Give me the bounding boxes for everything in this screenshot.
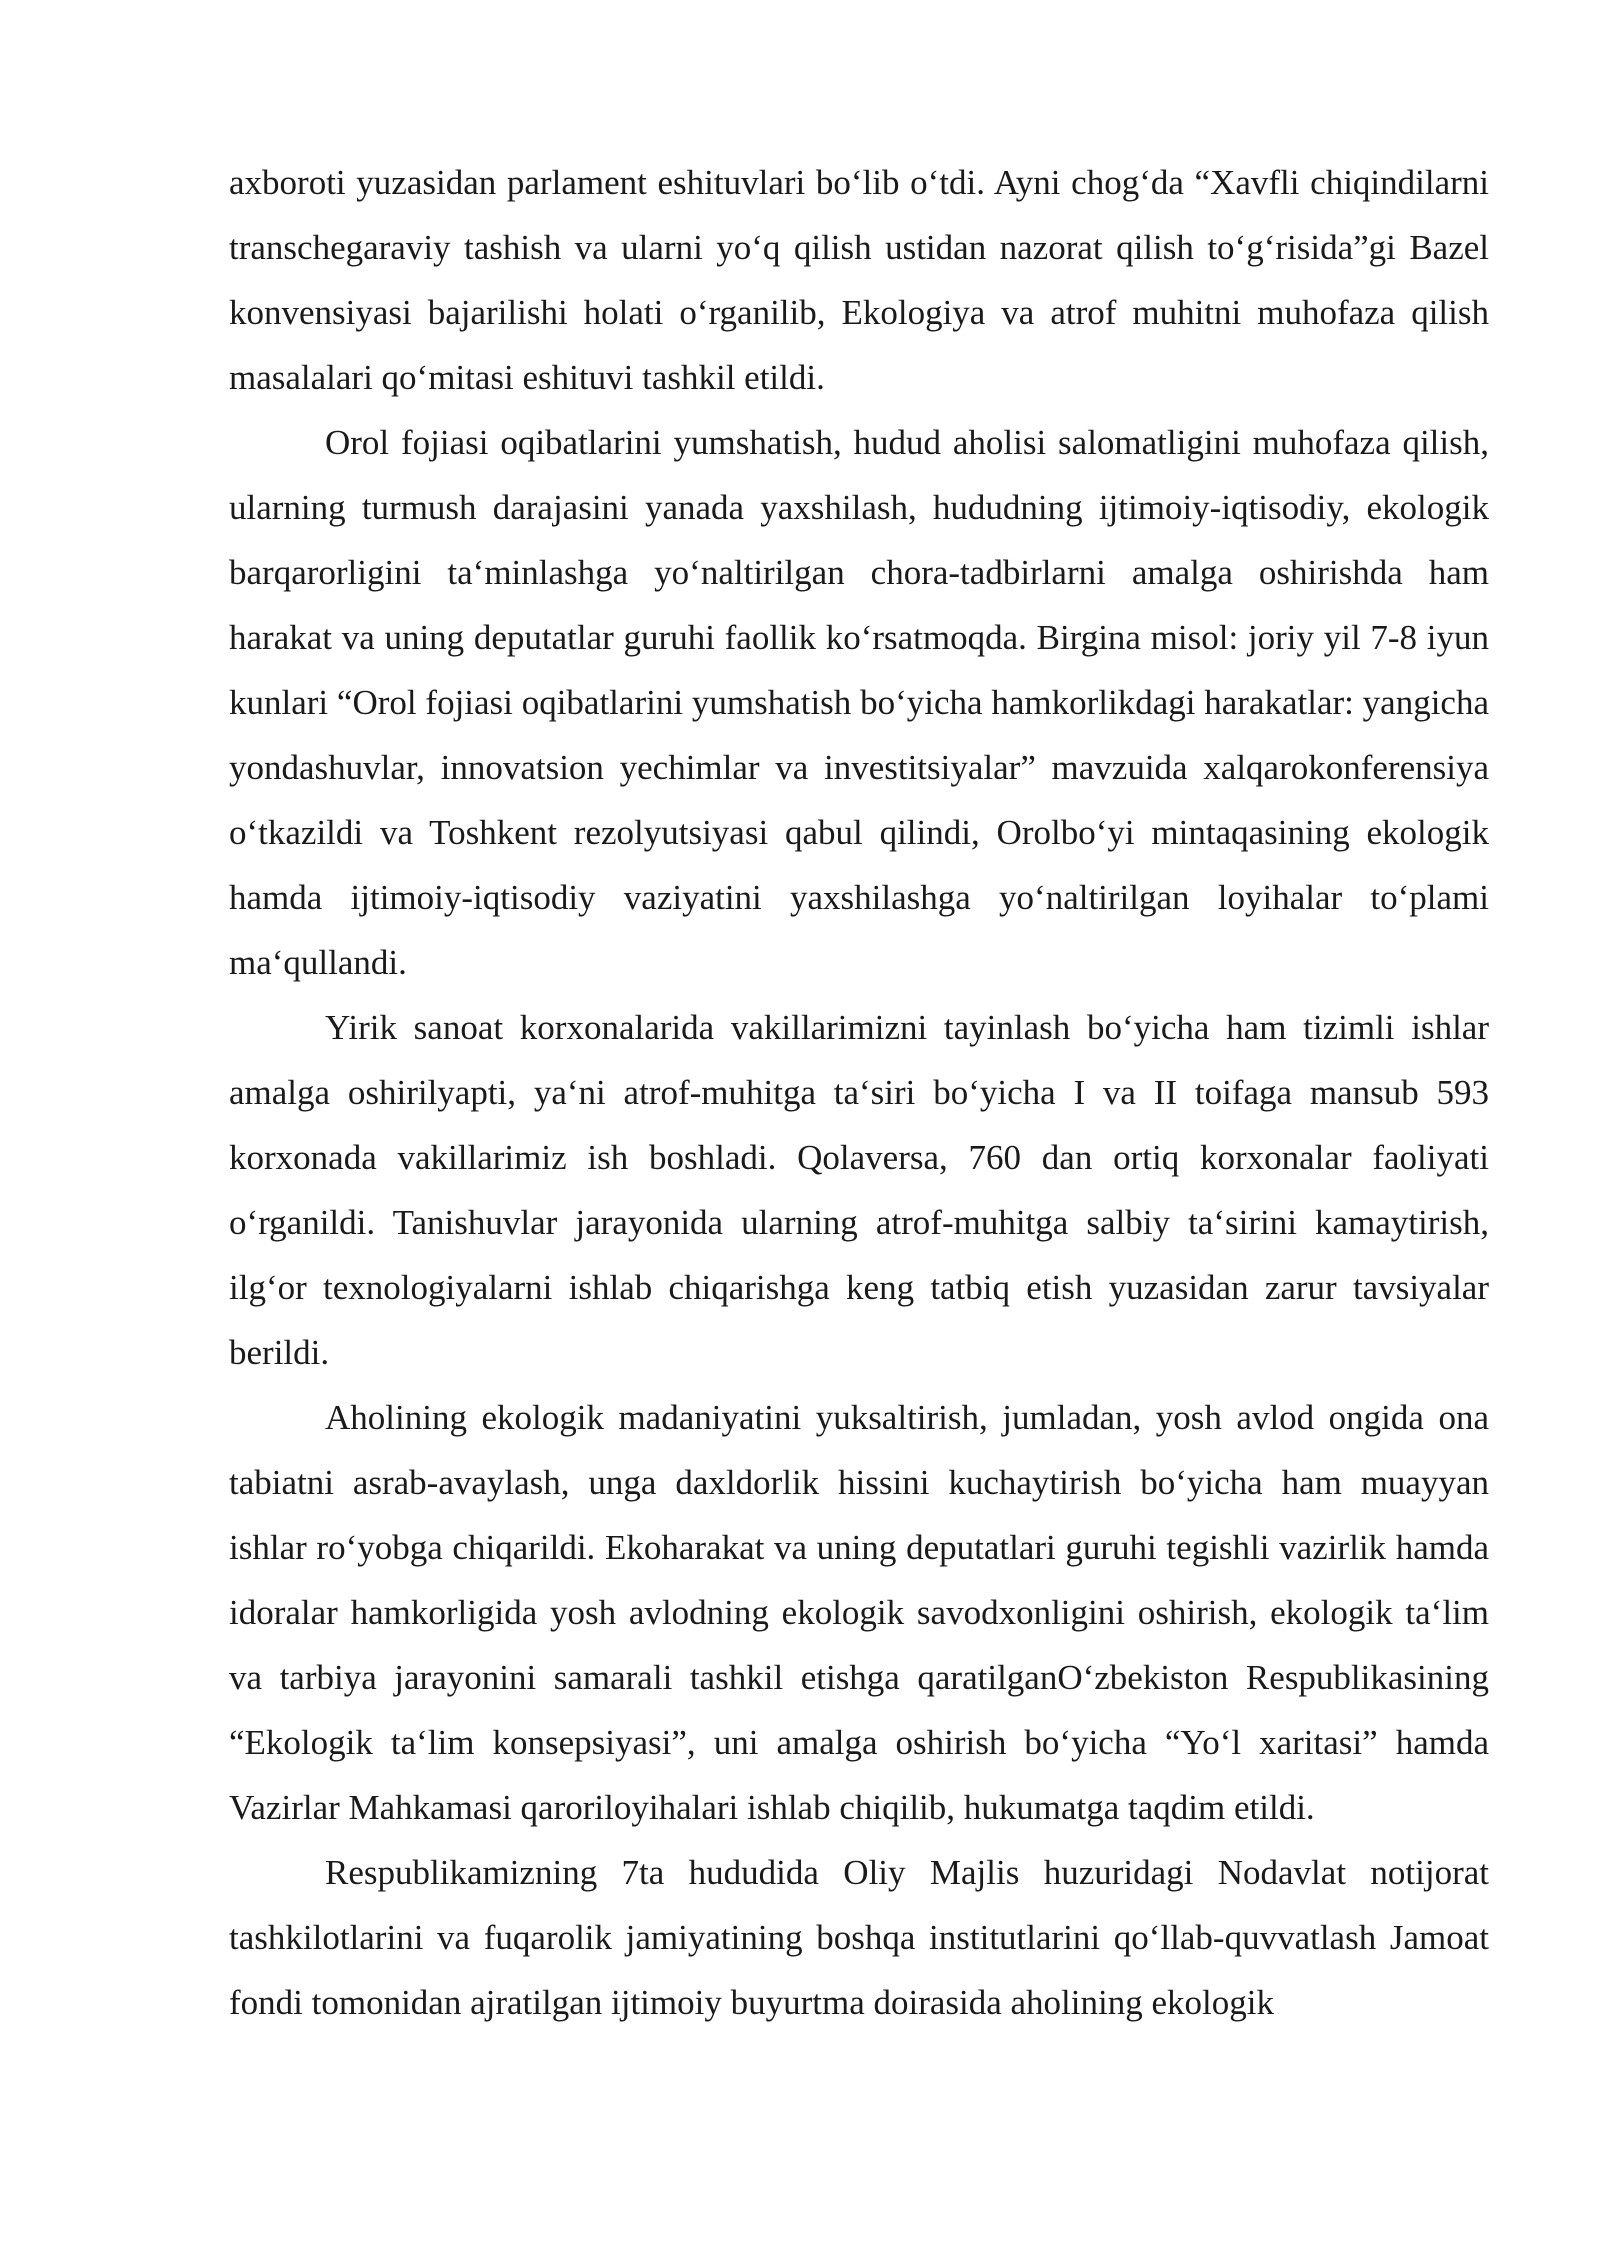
paragraph-aral-sea: Orol fojiasi oqibatlarini yumshatish, hudud aholisi salomatligini muhofaza qilish, ularning turmush darajasini yanada yaxshilash, hududning ijtimoiy-iqtisodiy, ekologik barqarorligini ta‘minlashga yo‘naltirilgan chora-tadbirlarni amalga oshirishda ham harakat va uning deputatlar guruhi faollik ko‘rsatmoqda. Birgina misol: joriy yil 7-8 iyun kunlari “Orol fojiasi oqibatlarini yumshatish bo‘yicha hamkorlikdagi harakatlar: yangicha yondashuvlar, innovatsion yechimlar va investitsiyalar” mavzuida xalqarokonferensiya o‘tkazildi va Toshkent rezolyutsiyasi qabul qilindi, Orolbo‘yi mintaqasining ekologik hamda ijtimoiy-iqtisodiy vaziyatini yaxshilashga yo‘naltirilgan loyihalar to‘plami ma‘qullandi. bbox=[229, 423, 1489, 982]
paragraph-continuation: axboroti yuzasidan parlament eshituvlari bo‘lib o‘tdi. Ayni chog‘da “Xavfli chiqindilarni transchegaraviy tashish va ularni yo‘q qilish ustidan nazorat qilish to‘g‘risida”gi Bazel konvensiyasi bajarilishi holati o‘rganilib, Ekologiya va atrof muhitni muhofaza qilish masalalari qo‘mitasi eshituvi tashkil etildi. bbox=[229, 163, 1489, 397]
document-page bbox=[229, 150, 1489, 2035]
paragraph-ecological-culture: Aholining ekologik madaniyatini yuksaltirish, jumladan, yosh avlod ongida ona tabiatni asrab-avaylash, unga daxldorlik hissini kuchaytirish bo‘yicha ham muayyan ishlar ro‘yobga chiqarildi. Ekoharakat va uning deputatlari guruhi tegishli vazirlik hamda idoralar hamkorligida yosh avlodning ekologik savodxonligini oshirish, ekologik ta‘lim va tarbiya jarayonini samarali tashkil etishga qaratilganO‘zbekiston Respublikasining “Ekologik ta‘lim konsepsiyasi”, uni amalga oshirish bo‘yicha “Yo‘l xaritasi” hamda Vazirlar Mahkamasi qaroriloyihalari ishlab chiqilib, hukumatga taqdim etildi. bbox=[229, 1398, 1489, 1827]
paragraph-regions: Respublikamizning 7ta hududida Oliy Majlis huzuridagi Nodavlat notijorat tashkilotlarini va fuqarolik jamiyatining boshqa institutlarini qo‘llab-quvvatlash Jamoat fondi tomonidan ajratilgan ijtimoiy buyurtma doirasida aholining ekologik bbox=[229, 1853, 1489, 2022]
paragraph-industrial-enterprises: Yirik sanoat korxonalarida vakillarimizni tayinlash bo‘yicha ham tizimli ishlar amalga oshirilyapti, ya‘ni atrof-muhitga ta‘siri bo‘yicha I va II toifaga mansub 593 korxonada vakillarimiz ish boshladi. Qolaversa, 760 dan ortiq korxonalar faoliyati o‘rganildi. Tanishuvlar jarayonida ularning atrof-muhitga salbiy ta‘sirini kamaytirish, ilg‘or texnologiyalarni ishlab chiqarishga keng tatbiq etish yuzasidan zarur tavsiyalar berildi. bbox=[229, 1008, 1489, 1372]
